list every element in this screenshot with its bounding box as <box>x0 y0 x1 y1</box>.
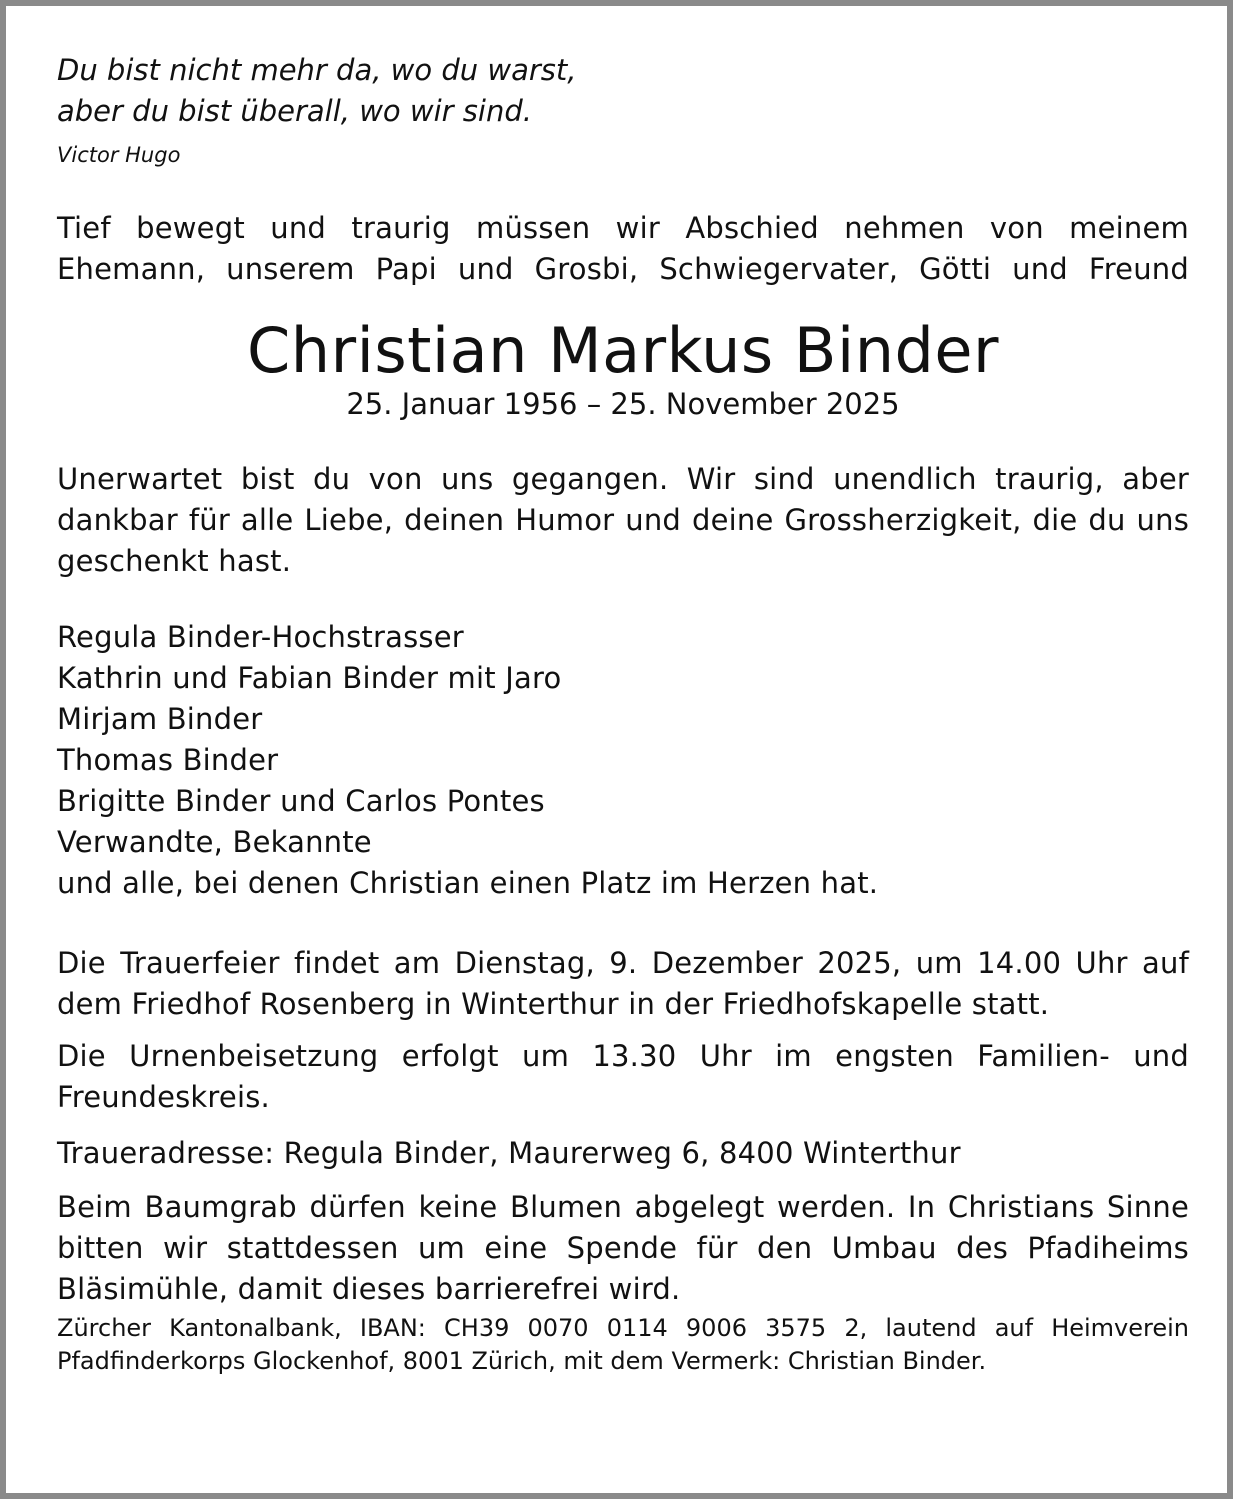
deceased-name: Christian Markus Binder <box>247 314 999 387</box>
quote-author: Victor Hugo <box>57 143 181 167</box>
family-member: Verwandte, Bekannte <box>57 825 372 859</box>
deceased-dates: 25. Januar 1956 – 25. November 2025 <box>346 387 900 421</box>
quote-line: aber du bist überall, wo wir sind. <box>57 94 532 128</box>
family-member: Kathrin und Fabian Binder mit Jaro <box>57 661 562 695</box>
quote-line: Du bist nicht mehr da, wo du warst, <box>57 53 577 87</box>
family-member: und alle, bei denen Christian einen Platz im Herzen hat. <box>57 866 879 900</box>
intro <box>57 208 1189 290</box>
intro-line: Ehemann, unserem Papi und Grosbi, Schwiegervater, Götti und Freund <box>57 252 1189 286</box>
obituary-content <box>57 50 1189 1378</box>
family-member: Mirjam Binder <box>57 702 263 736</box>
intro-line: Tief bewegt und traurig müssen wir Abschied nehmen von meinem <box>57 211 1189 245</box>
family-list <box>57 617 1189 904</box>
family-member: Thomas Binder <box>57 743 279 777</box>
donation-request: Beim Baumgrab dürfen keine Blumen abgelegt werden. In Christians Sinne bitten wir stattdessen um eine Spende für den Umbau des Pfadiheims Bläsimühle, damit dieses barrierefrei wird. <box>57 1190 1189 1306</box>
message: Unerwartet bist du von uns gegangen. Wir sind unendlich traurig, aber dankbar für alle Liebe, deinen Humor und deine Grossherzigkeit, die du uns geschenkt hast. <box>57 462 1189 578</box>
quote <box>57 50 1189 132</box>
family-member: Brigitte Binder und Carlos Pontes <box>57 784 545 818</box>
urn-info: Die Urnenbeisetzung erfolgt um 13.30 Uhr im engsten Familien- und Freundeskreis. <box>57 1039 1189 1114</box>
ceremony-info: Die Trauerfeier findet am Dienstag, 9. Dezember 2025, um 14.00 Uhr auf dem Friedhof Rosenberg in Winterthur in der Friedhofskapelle statt. <box>57 946 1189 1021</box>
condolence-address: Traueradresse: Regula Binder, Maurerweg 6, 8400 Winterthur <box>57 1136 961 1170</box>
family-member: Regula Binder-Hochstrasser <box>57 620 464 654</box>
bank-details: Zürcher Kantonalbank, IBAN: CH39 0070 0114 9006 3575 2, lautend auf Heimverein Pfadfinderkorps Glockenhof, 8001 Zürich, mit dem Vermerk: Christian Binder. <box>57 1314 1189 1375</box>
